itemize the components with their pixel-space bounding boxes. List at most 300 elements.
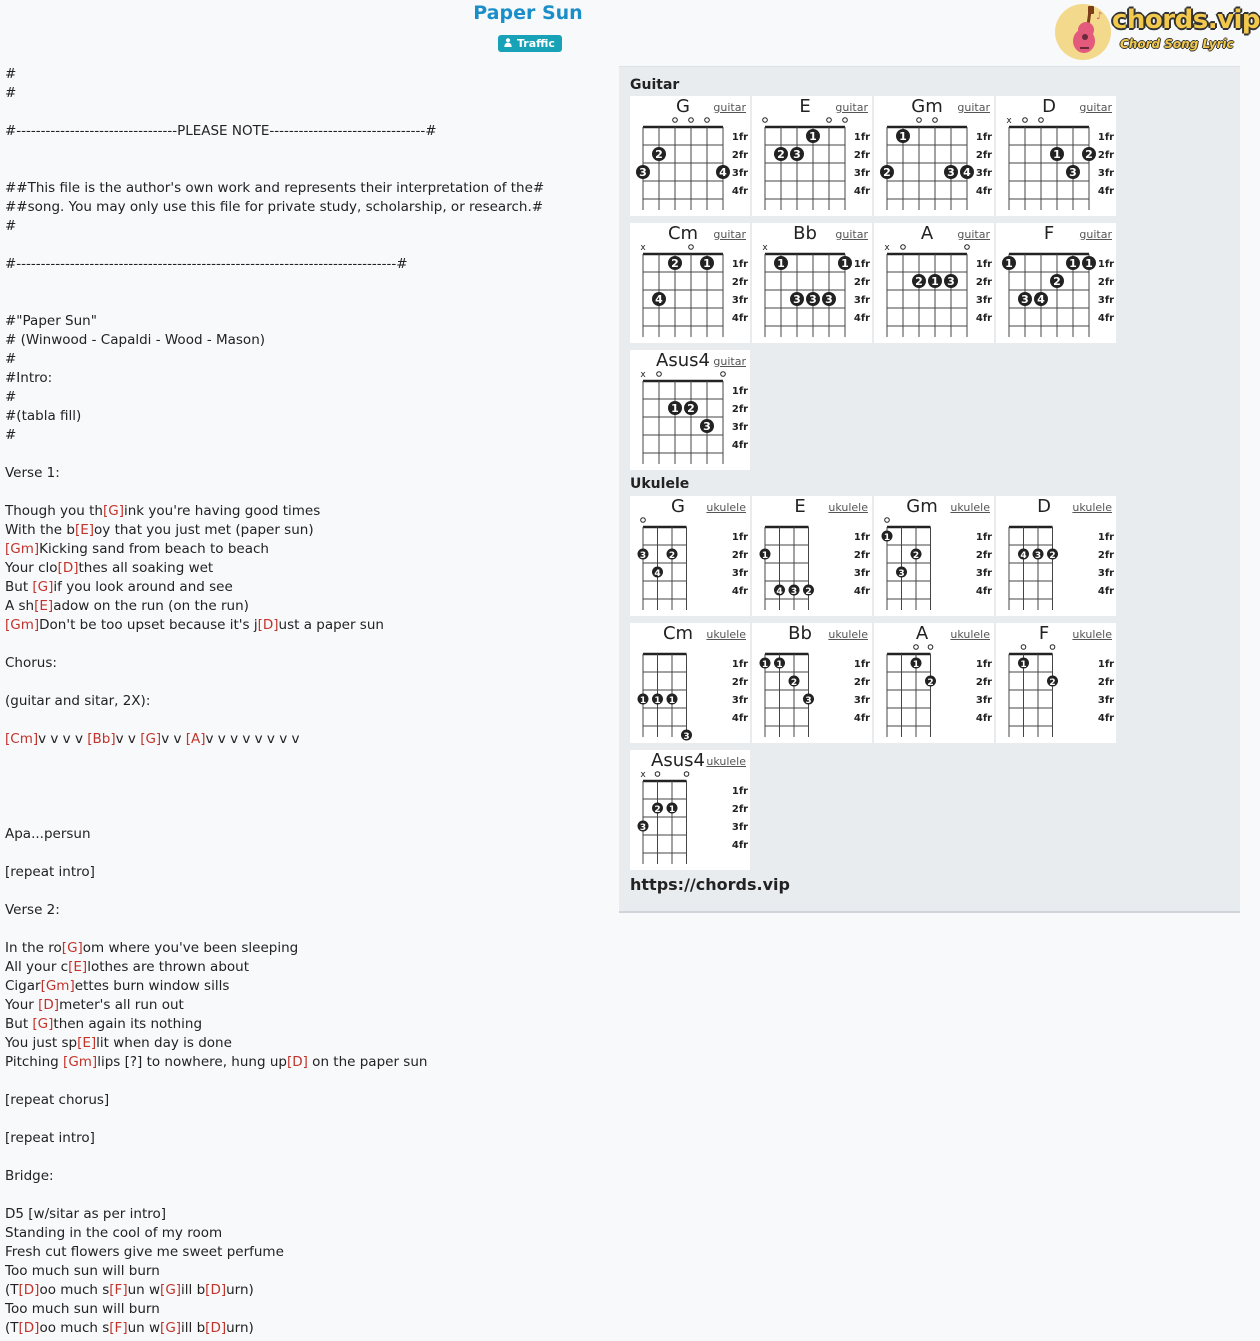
- lyric-text: Kicking sand from beach to beach: [39, 541, 269, 557]
- finger-number: 4: [1037, 293, 1045, 306]
- lyric-line: [5, 825, 605, 844]
- lyric-line: [5, 350, 605, 369]
- fret-label: 3fr: [1097, 295, 1115, 306]
- fret-label: 1fr: [731, 386, 749, 397]
- lyric-line: [5, 1281, 605, 1300]
- fret-label: 2fr: [975, 277, 993, 288]
- artist-badge[interactable]: [498, 35, 562, 52]
- chord-name: F: [1043, 223, 1055, 244]
- fret-label: 1fr: [853, 532, 871, 543]
- lyric-line: [5, 540, 605, 559]
- song-title: Paper Sun: [473, 2, 583, 24]
- lyric-line: [5, 863, 605, 882]
- lyric-text: But: [5, 579, 33, 595]
- chord-name: Bb: [788, 623, 812, 644]
- guitar-link[interactable]: guitar: [713, 228, 746, 241]
- guitar-link[interactable]: guitar: [957, 228, 990, 241]
- guitar-chord-card-d[interactable]: [996, 96, 1116, 216]
- ukulele-link[interactable]: ukulele: [1072, 628, 1112, 641]
- chord-link[interactable]: [G]: [140, 731, 162, 747]
- lyric-line: [5, 521, 605, 540]
- chord-link[interactable]: [D]: [57, 560, 79, 576]
- lyric-text: # (Winwood - Capaldi - Wood - Mason): [5, 332, 266, 348]
- finger-number: 2: [655, 148, 663, 161]
- lyric-line: [5, 1015, 605, 1034]
- lyric-text: You just sp: [5, 1035, 78, 1051]
- fret-label: 4fr: [975, 713, 993, 724]
- finger-number: 1: [1085, 257, 1093, 270]
- open-string-marker: [1023, 118, 1028, 123]
- fret-label: 2fr: [1097, 277, 1115, 288]
- open-string-marker: [1039, 118, 1044, 123]
- guitar-link[interactable]: guitar: [1079, 228, 1112, 241]
- chord-link[interactable]: [Gm]: [5, 617, 40, 633]
- lyric-text: #(tabla fill): [5, 408, 82, 424]
- ukulele-chord-card-gm[interactable]: [874, 496, 994, 616]
- open-string-marker: [1021, 645, 1026, 650]
- open-string-marker: [655, 772, 660, 777]
- chord-link[interactable]: [G]: [32, 1016, 54, 1032]
- fret-label: 4fr: [975, 586, 993, 597]
- ukulele-chord-card-a[interactable]: [874, 623, 994, 743]
- lyric-text: (T: [5, 1320, 19, 1336]
- lyrics-body: [5, 65, 605, 1338]
- lyric-text: un w: [127, 1282, 161, 1298]
- ukulele-link[interactable]: ukulele: [828, 628, 868, 641]
- fret-label: 4fr: [1097, 586, 1115, 597]
- finger-number: 1: [883, 533, 891, 543]
- lyric-line: [5, 160, 605, 179]
- lyric-text: Bridge:: [5, 1168, 54, 1184]
- fret-label: 3fr: [1097, 568, 1115, 579]
- lyric-line: [5, 768, 605, 787]
- chord-link[interactable]: [D]: [18, 1282, 40, 1298]
- ukulele-section-label: Ukulele: [630, 476, 690, 492]
- chord-link[interactable]: [D]: [205, 1320, 227, 1336]
- chord-link[interactable]: [D]: [286, 1054, 308, 1070]
- lyric-line: [5, 616, 605, 635]
- lyric-text: With the b: [5, 522, 75, 538]
- muted-string-marker: x: [1006, 116, 1012, 126]
- lyric-line: [5, 749, 605, 768]
- lyric-line: [5, 255, 605, 274]
- open-string-marker: [928, 645, 933, 650]
- lyric-text: #: [5, 218, 17, 234]
- chord-name: A: [920, 223, 934, 244]
- fret-label: 4fr: [731, 586, 749, 597]
- chord-link[interactable]: [A]: [185, 731, 206, 747]
- chord-name: Cm: [662, 623, 694, 644]
- open-string-marker: [914, 645, 919, 650]
- finger-number: 2: [883, 166, 891, 179]
- finger-number: 1: [1069, 257, 1077, 270]
- ukulele-link[interactable]: ukulele: [706, 755, 746, 768]
- finger-number: 4: [963, 166, 971, 179]
- lyric-line: [5, 407, 605, 426]
- muted-string-marker: x: [640, 370, 646, 380]
- lyric-text: Your: [5, 997, 39, 1013]
- guitar-link[interactable]: guitar: [713, 101, 746, 114]
- lyric-text: oo much s: [39, 1320, 110, 1336]
- fret-label: 3fr: [1097, 168, 1115, 179]
- open-string-marker: [827, 118, 832, 123]
- finger-number: 2: [790, 678, 798, 688]
- chord-link[interactable]: [G]: [160, 1320, 182, 1336]
- fret-label: 1fr: [731, 659, 749, 670]
- fret-label: 1fr: [731, 132, 749, 143]
- lyric-text: if you look around and see: [53, 579, 233, 595]
- open-string-marker: [684, 772, 689, 777]
- fret-label: 4fr: [853, 586, 871, 597]
- lyric-line: [5, 1262, 605, 1281]
- lyric-line: [5, 977, 605, 996]
- fret-label: 3fr: [731, 295, 749, 306]
- chord-link[interactable]: [D]: [205, 1282, 227, 1298]
- chord-link[interactable]: [Gm]: [40, 978, 75, 994]
- lyric-text: In the ro: [5, 940, 62, 956]
- fret-label: 4fr: [853, 713, 871, 724]
- guitar-chord-card-a[interactable]: [874, 223, 994, 343]
- open-string-marker: [965, 245, 970, 250]
- ukulele-chord-card-bb[interactable]: [752, 623, 872, 743]
- fret-label: 1fr: [1097, 259, 1115, 270]
- lyric-line: [5, 1186, 605, 1205]
- fret-label: 4fr: [853, 313, 871, 324]
- lyric-line: [5, 274, 605, 293]
- ukulele-link[interactable]: ukulele: [828, 501, 868, 514]
- open-string-marker: [689, 118, 694, 123]
- lyric-text: Chorus:: [5, 655, 57, 671]
- lyric-line: [5, 236, 605, 255]
- fret-label: 1fr: [731, 259, 749, 270]
- finger-number: 2: [687, 402, 695, 415]
- open-string-marker: [885, 518, 890, 523]
- guitar-chord-card-bb[interactable]: [752, 223, 872, 343]
- finger-number: 4: [655, 293, 663, 306]
- finger-number: 1: [809, 130, 817, 143]
- lyric-text: v v v v: [38, 731, 88, 747]
- fret-label: 4fr: [975, 186, 993, 197]
- finger-number: 2: [1085, 148, 1093, 161]
- chord-link[interactable]: [E]: [77, 1035, 97, 1051]
- lyric-text: on the paper sun: [307, 1054, 428, 1070]
- lyric-line: [5, 692, 605, 711]
- finger-number: 2: [915, 275, 923, 288]
- lyric-text: #------------------------------------------------------------------------------#: [5, 256, 408, 272]
- lyric-line: [5, 1091, 605, 1110]
- finger-number: 3: [1034, 551, 1042, 561]
- finger-number: 3: [639, 823, 647, 833]
- lyric-text: #: [5, 85, 17, 101]
- guitar-chord-card-asus4[interactable]: [630, 350, 750, 470]
- lyric-line: [5, 312, 605, 331]
- guitar-chord-card-f[interactable]: [996, 223, 1116, 343]
- fret-label: 2fr: [853, 277, 871, 288]
- ukulele-link[interactable]: ukulele: [950, 501, 990, 514]
- finger-number: 3: [1021, 293, 1029, 306]
- chord-link[interactable]: [G]: [61, 940, 83, 956]
- finger-number: 3: [947, 275, 955, 288]
- lyric-text: Verse 2:: [5, 902, 60, 918]
- lyric-line: [5, 141, 605, 160]
- chord-name: Asus4: [651, 750, 705, 771]
- lyric-text: un w: [127, 1320, 161, 1336]
- lyric-line: [5, 388, 605, 407]
- chord-link[interactable]: [G]: [160, 1282, 182, 1298]
- chord-link[interactable]: [Gm]: [63, 1054, 98, 1070]
- lyric-text: oo much s: [39, 1282, 110, 1298]
- fret-label: 2fr: [853, 150, 871, 161]
- chord-link[interactable]: [G]: [32, 579, 54, 595]
- chord-name: D: [1042, 96, 1056, 117]
- finger-number: 2: [1049, 551, 1056, 561]
- lyric-text: Verse 1:: [5, 465, 60, 481]
- lyric-text: Standing in the cool of my room: [5, 1225, 223, 1241]
- fret-label: 1fr: [853, 259, 871, 270]
- lyric-line: [5, 198, 605, 217]
- finger-number: 2: [777, 148, 785, 161]
- chord-link[interactable]: [G]: [102, 503, 124, 519]
- lyric-line: [5, 1224, 605, 1243]
- site-url[interactable]: https://chords.vip: [630, 875, 790, 894]
- chord-link[interactable]: [E]: [68, 959, 88, 975]
- chord-link[interactable]: [E]: [34, 598, 54, 614]
- finger-number: 1: [1053, 148, 1061, 161]
- open-string-marker: [763, 118, 768, 123]
- fret-label: 4fr: [1097, 713, 1115, 724]
- lyric-text: (T: [5, 1282, 19, 1298]
- finger-number: 1: [912, 660, 920, 670]
- muted-string-marker: x: [640, 243, 646, 253]
- guitar-chord-card-g[interactable]: [630, 96, 750, 216]
- lyric-text: Your clo: [5, 560, 58, 576]
- finger-number: 2: [1049, 678, 1056, 688]
- fret-label: 3fr: [975, 695, 993, 706]
- chord-name: A: [915, 623, 929, 644]
- fret-label: 4fr: [731, 313, 749, 324]
- open-string-marker: [689, 245, 694, 250]
- chord-link[interactable]: [D]: [18, 1320, 40, 1336]
- fret-label: 2fr: [731, 404, 749, 415]
- lyric-text: #Intro:: [5, 370, 53, 386]
- lyric-text: All your c: [5, 959, 69, 975]
- ukulele-chord-card-f[interactable]: [996, 623, 1116, 743]
- lyric-line: [5, 901, 605, 920]
- finger-number: 2: [805, 587, 812, 597]
- fret-label: 2fr: [1097, 677, 1115, 688]
- fret-label: 3fr: [853, 568, 871, 579]
- lyric-line: [5, 369, 605, 388]
- ukulele-link[interactable]: ukulele: [950, 628, 990, 641]
- lyric-text: Pitching: [5, 1054, 64, 1070]
- lyric-text: ill b: [181, 1282, 206, 1298]
- lyric-line: [5, 464, 605, 483]
- fret-label: 2fr: [731, 550, 749, 561]
- person-icon: [504, 35, 512, 52]
- fret-label: 2fr: [731, 677, 749, 688]
- chord-link[interactable]: [E]: [74, 522, 95, 538]
- chord-diagrams-panel: [619, 66, 1240, 913]
- fret-label: 4fr: [731, 440, 749, 451]
- finger-number: 3: [683, 732, 690, 742]
- chord-link[interactable]: [F]: [109, 1320, 128, 1336]
- lyric-line: [5, 996, 605, 1015]
- fret-label: 2fr: [853, 677, 871, 688]
- lyric-text: ust a paper sun: [278, 617, 384, 633]
- guitar-chord-card-e[interactable]: [752, 96, 872, 216]
- guitar-chord-card-cm[interactable]: [630, 223, 750, 343]
- chord-link[interactable]: [Cm]: [5, 731, 39, 747]
- guitar-chord-card-gm[interactable]: [874, 96, 994, 216]
- lyric-text: ill b: [181, 1320, 206, 1336]
- guitar-link[interactable]: guitar: [957, 101, 990, 114]
- ukulele-chord-card-d[interactable]: [996, 496, 1116, 616]
- guitar-section-label: Guitar: [630, 77, 680, 93]
- guitar-link[interactable]: guitar: [835, 228, 868, 241]
- fret-label: 3fr: [731, 695, 749, 706]
- fret-label: 1fr: [975, 259, 993, 270]
- lyric-line: [5, 1072, 605, 1091]
- lyric-text: lothes are thrown about: [87, 959, 250, 975]
- fret-label: 1fr: [731, 532, 749, 543]
- lyric-text: urn): [226, 1282, 254, 1298]
- open-string-marker: [1050, 645, 1055, 650]
- finger-number: 4: [1020, 551, 1027, 561]
- fret-label: 3fr: [975, 168, 993, 179]
- fret-label: 4fr: [1097, 186, 1115, 197]
- finger-number: 1: [703, 257, 711, 270]
- open-string-marker: [933, 118, 938, 123]
- fret-label: 3fr: [731, 422, 749, 433]
- fret-label: 2fr: [731, 150, 749, 161]
- fret-label: 1fr: [853, 132, 871, 143]
- ukulele-chord-card-cm[interactable]: [630, 623, 750, 743]
- lyric-text: #"Paper Sun": [5, 313, 97, 329]
- chord-link[interactable]: [F]: [109, 1282, 128, 1298]
- chord-name: Gm: [906, 496, 938, 517]
- fret-label: 2fr: [1097, 150, 1115, 161]
- lyric-line: [5, 483, 605, 502]
- lyric-text: oy that you just met (paper sun): [94, 522, 314, 538]
- fret-label: 2fr: [731, 277, 749, 288]
- lyric-text: then again its nothing: [53, 1016, 203, 1032]
- lyric-text: v v: [115, 731, 141, 747]
- chord-name: G: [676, 96, 690, 117]
- lyric-line: [5, 559, 605, 578]
- fret-label: 1fr: [731, 786, 749, 797]
- lyric-text: [repeat intro]: [5, 1130, 95, 1146]
- finger-number: 4: [654, 569, 661, 579]
- lyric-text: (guitar and sitar, 2X):: [5, 693, 151, 709]
- chord-link[interactable]: [Bb]: [87, 731, 116, 747]
- ukulele-link[interactable]: ukulele: [706, 501, 746, 514]
- finger-number: 3: [793, 293, 801, 306]
- ukulele-chord-card-g[interactable]: [630, 496, 750, 616]
- guitar-link[interactable]: guitar: [1079, 101, 1112, 114]
- lyric-line: [5, 730, 605, 749]
- fret-label: 2fr: [975, 550, 993, 561]
- open-string-marker: [901, 245, 906, 250]
- finger-number: 1: [776, 660, 783, 670]
- lyric-line: [5, 1243, 605, 1262]
- lyric-line: [5, 84, 605, 103]
- open-string-marker: [721, 372, 726, 377]
- open-string-marker: [843, 118, 848, 123]
- fret-label: 1fr: [1097, 132, 1115, 143]
- finger-number: 2: [1053, 275, 1061, 288]
- lyric-line: [5, 293, 605, 312]
- lyric-text: v v v v v v v v: [205, 731, 300, 747]
- finger-number: 3: [825, 293, 833, 306]
- lyric-text: v v: [161, 731, 186, 747]
- site-logo[interactable]: [1054, 3, 1260, 61]
- ukulele-link[interactable]: ukulele: [706, 628, 746, 641]
- finger-number: 2: [671, 257, 679, 270]
- open-string-marker: [917, 118, 922, 123]
- lyric-line: [5, 578, 605, 597]
- lyric-text: Too much sun will burn: [5, 1263, 160, 1279]
- fret-label: 1fr: [975, 132, 993, 143]
- ukulele-link[interactable]: ukulele: [1072, 501, 1112, 514]
- open-string-marker: [705, 118, 710, 123]
- lyric-text: #---------------------------------PLEASE NOTE--------------------------------#: [5, 123, 437, 139]
- lyric-text: #: [5, 389, 17, 405]
- chord-link[interactable]: [D]: [257, 617, 279, 633]
- lyric-text: A sh: [5, 598, 35, 614]
- lyric-text: #: [5, 66, 17, 82]
- lyric-line: [5, 673, 605, 692]
- finger-number: 3: [809, 293, 817, 306]
- lyric-text: Fresh cut flowers give me sweet perfume: [5, 1244, 284, 1260]
- finger-number: 1: [671, 402, 679, 415]
- lyric-line: [5, 844, 605, 863]
- ukulele-chord-card-asus4[interactable]: [630, 750, 750, 870]
- guitar-link[interactable]: guitar: [835, 101, 868, 114]
- fret-label: 3fr: [853, 695, 871, 706]
- lyric-text: adow on the run (on the run): [53, 598, 249, 614]
- lyric-line: [5, 179, 605, 198]
- lyric-text: thes all soaking wet: [78, 560, 214, 576]
- lyric-text: ink you're having good times: [123, 503, 321, 519]
- fret-label: 3fr: [731, 568, 749, 579]
- finger-number: 3: [805, 696, 812, 706]
- chord-name: F: [1038, 623, 1050, 644]
- chord-link[interactable]: [D]: [38, 997, 60, 1013]
- chord-name: Cm: [667, 223, 699, 244]
- guitar-link[interactable]: guitar: [713, 355, 746, 368]
- fret-label: 4fr: [731, 713, 749, 724]
- chord-link[interactable]: [Gm]: [5, 541, 40, 557]
- lyric-line: [5, 217, 605, 236]
- chord-name: G: [671, 496, 685, 517]
- finger-number: 1: [899, 130, 907, 143]
- svg-text:♪: ♪: [1096, 11, 1103, 22]
- muted-string-marker: x: [640, 770, 646, 780]
- lyric-line: [5, 711, 605, 730]
- lyric-line: [5, 1300, 605, 1319]
- lyric-text: [repeat chorus]: [5, 1092, 110, 1108]
- finger-number: 1: [668, 696, 676, 706]
- fret-label: 3fr: [731, 168, 749, 179]
- fret-label: 1fr: [1097, 659, 1115, 670]
- lyric-line: [5, 597, 605, 616]
- muted-string-marker: x: [762, 243, 768, 253]
- lyric-line: [5, 920, 605, 939]
- chord-name: Gm: [911, 96, 943, 117]
- ukulele-chord-card-e[interactable]: [752, 496, 872, 616]
- fret-label: 4fr: [975, 313, 993, 324]
- finger-number: 2: [927, 678, 934, 688]
